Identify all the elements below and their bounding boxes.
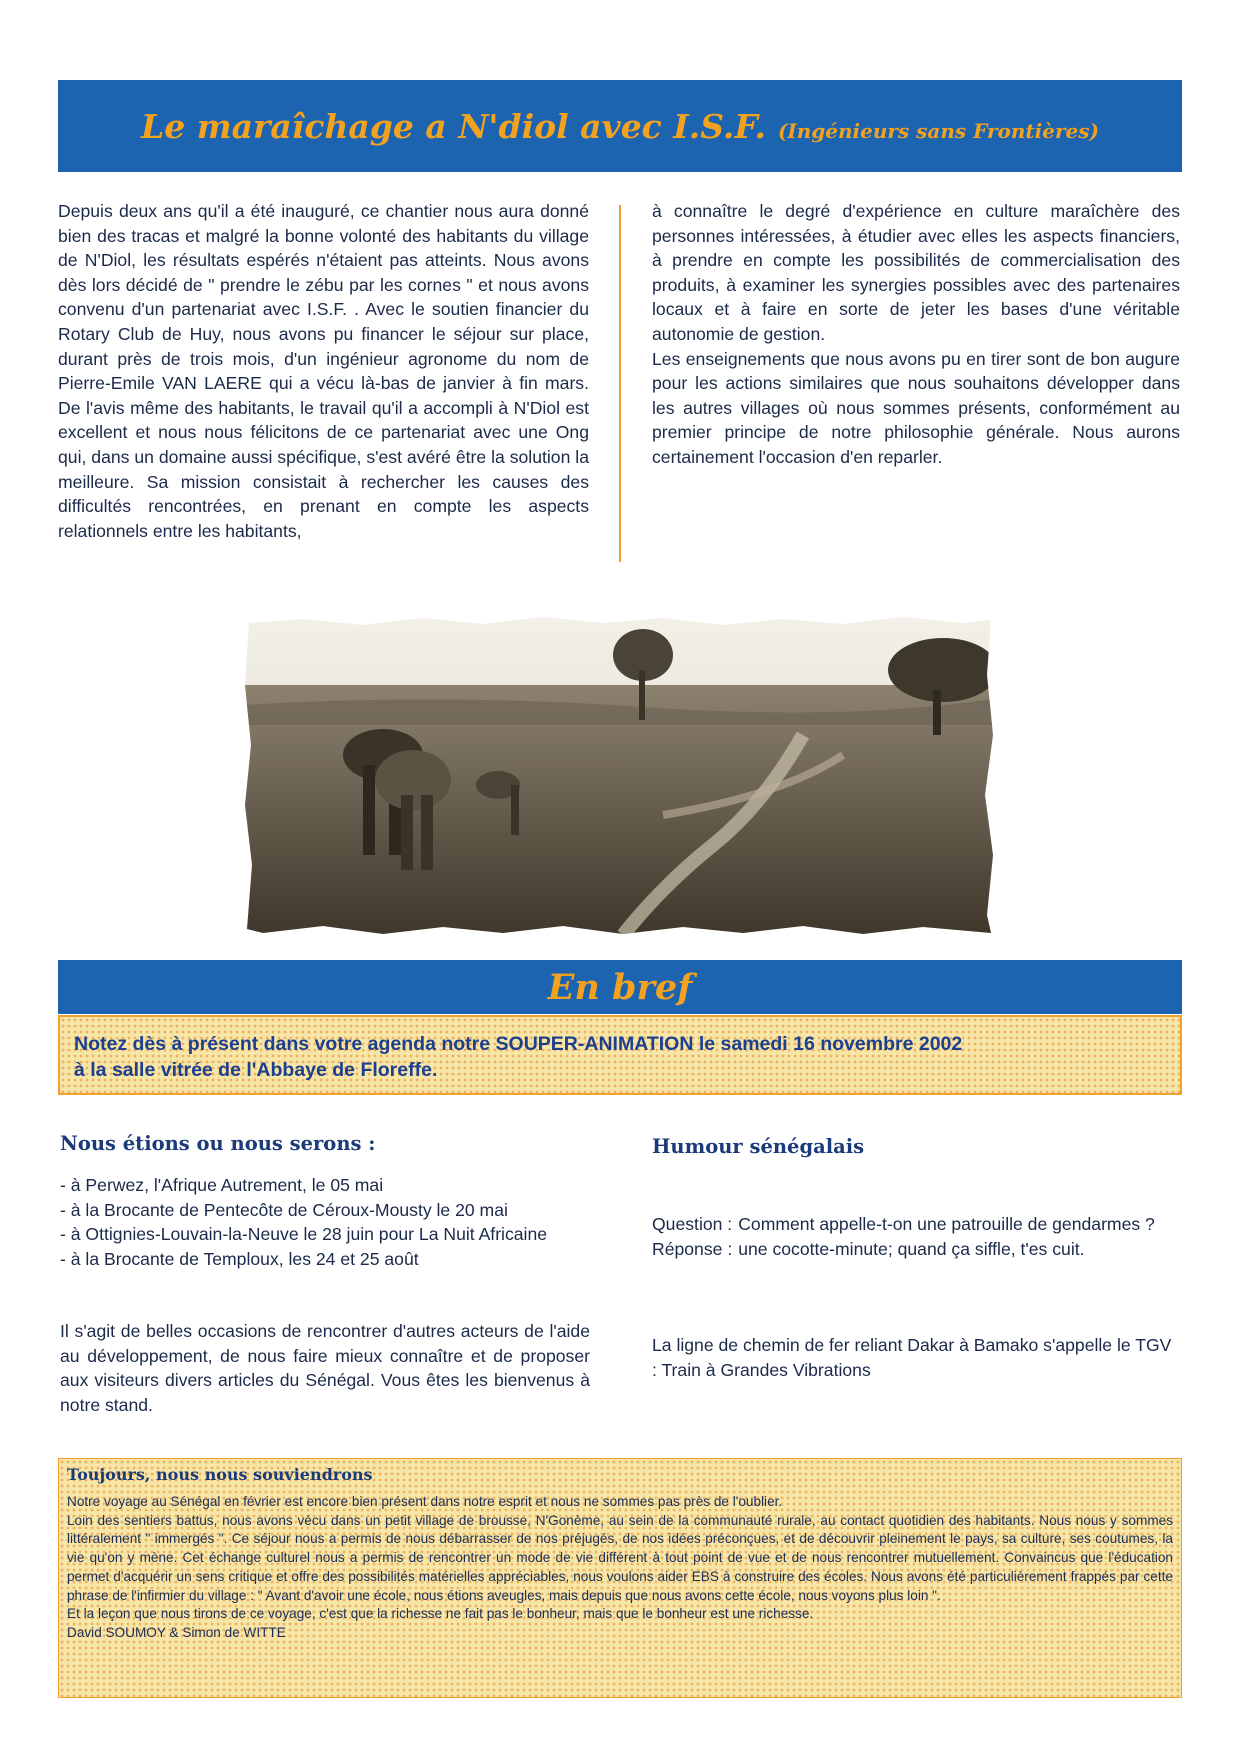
answer-label: Réponse : [652, 1238, 733, 1259]
list-item: - à Ottignies-Louvain-la-Neuve le 28 juin pour La Nuit Africaine [60, 1224, 548, 1245]
article-title: Le maraîchage a N'diol avec I.S.F. (Ingénieurs sans Frontières) [141, 106, 1099, 146]
article-paragraph: Depuis deux ans qu'il a été inauguré, ce chantier nous aura donné bien des tracas et malgré la bonne volonté des habitants du village de N'Diol, les résultats espérés n'étaient pas atteints. Nous avons dès lors décidé de " prendre le zébu par les cornes " et nous avons convenu d'un partenariat avec I.S.F. . Avec le soutien financier du Rotary Club de Huy, nous avons pu financer le séjour sur place, durant près de trois mois, d'un ingénieur agronome du nom de Pierre-Emile VAN LAERE qui a vécu là-bas de janvier à fin mars. De l'avis même des habitants, le travail qu'il a accompli à N'Diol est excellent et nous nous félicitons de ce partenariat avec une Ong qui, dans un domaine aussi spécifique, s'est avéré être la solution la meilleure. Sa mission consistait à rechercher les causes des difficultés rencontrées, en prenant en compte les aspects relationnels entre les habitants, [58, 201, 589, 541]
tribute-title: Toujours, nous nous souviendrons [67, 1465, 373, 1484]
tribute-paragraph: Loin des sentiers battus, nous avons vécu dans un petit village de brousse, N'Gonème, au sein de la communauté rurale, au contact quotidien des habitants. Nous nous y sommes littéralement " immergés ". Ce séjour nous a permis de nous débarrasser de nos préjugés, de nos idées préconçues, et de découvrir pleinement le pays, sa culture, ses coutumes, la vie qu'on y mène. Cet échange culturel nous a permis de rencontrer un mode de vie différent à tout point de vue et de nous rencontrer mutuellement. Convaincus que l'éducation permet d'acquérir un sens critique et offre des possibilités matérielles appréciables, nous voulons aider EBS à construire des écoles. Nous avons été particulièrement frappés par cette phrase de l'infirmier du village : " Avant d'avoir une école, nous étions aveugles, mais depuis que nous avons cette école, nous voyons plus loin ". [67, 1512, 1173, 1603]
tribute-signature: David SOUMOY & Simon de WITTE [67, 1624, 286, 1640]
events-paragraph: Il s'agit de belles occasions de rencontrer d'autres acteurs de l'aide au développement, de nous faire mieux connaître et de proposer aux visiteurs divers articles du Sénégal. Vous êtes les bienvenus à notre stand. [60, 1321, 590, 1415]
humour-tgv: La ligne de chemin de fer reliant Dakar à Bamako s'appelle le TGV : Train à Grandes Vibrations [652, 1335, 1172, 1380]
humour-heading: Humour sénégalais [652, 1135, 865, 1158]
humour-joke [652, 1212, 1192, 1261]
question-row [652, 1212, 1192, 1237]
answer-row [652, 1237, 1192, 1262]
event-notice [58, 1015, 1182, 1095]
en-bref-banner [58, 960, 1182, 1014]
question-label: Question : [652, 1214, 733, 1234]
list-item: - à la Brocante de Temploux, les 24 et 25 août [60, 1248, 419, 1269]
answer-text: une cocotte-minute; quand ça siffle, t'es cuit. [738, 1238, 1085, 1259]
article-paragraph: à connaître le degré d'expérience en culture maraîchère des personnes intéressées, à étudier avec elles les aspects financiers, à prendre en compte les possibilités de commercialisation des produits, à examiner les synergies possibles avec des partenaires locaux et à faire en sorte de jeter les bases d'une véritable autonomie de gestion. [652, 201, 1180, 344]
notice-line: Notez dès à présent dans votre agenda notre SOUPER-ANIMATION le samedi 16 novembre 2002 [74, 1033, 963, 1055]
tribute-box [58, 1458, 1182, 1698]
list-item: - à la Brocante de Pentecôte de Céroux-Mousty le 20 mai [60, 1199, 508, 1220]
article-subtitle: (Ingénieurs sans Frontières) [777, 118, 1099, 143]
tribute-paragraph: Notre voyage au Sénégal en février est encore bien présent dans notre esprit et nous ne sommes pas près de l'oublier. [67, 1494, 783, 1509]
article-column-left [58, 199, 589, 543]
tribute-body [67, 1493, 1173, 1643]
notice-line: à la salle vitrée de l'Abbaye de Floreffe. [74, 1059, 438, 1081]
article-paragraph: Les enseignements que nous avons pu en tirer sont de bon augure pour les actions similaires que nous souhaitons développer dans les autres villages où nous sommes présents, conformément au premier principe de notre philosophie générale. Nous aurons certainement l'occasion d'en reparler. [652, 348, 1180, 467]
question-text: Comment appelle-t-on une patrouille de gendarmes ? [738, 1214, 1155, 1234]
events-heading: Nous étions ou nous serons : [60, 1132, 376, 1155]
en-bref-title: En bref [547, 966, 693, 1008]
list-item: - à Perwez, l'Afrique Autrement, le 05 mai [60, 1175, 384, 1195]
article-column-right [652, 199, 1180, 470]
title-banner [58, 80, 1182, 172]
events-list [60, 1173, 600, 1271]
column-divider [619, 205, 621, 562]
tribute-paragraph: Et la leçon que nous tirons de ce voyage, c'est que la richesse ne fait pas le bonheur, mais que le bonheur est une richesse. [67, 1606, 814, 1622]
field-photo [243, 615, 995, 935]
